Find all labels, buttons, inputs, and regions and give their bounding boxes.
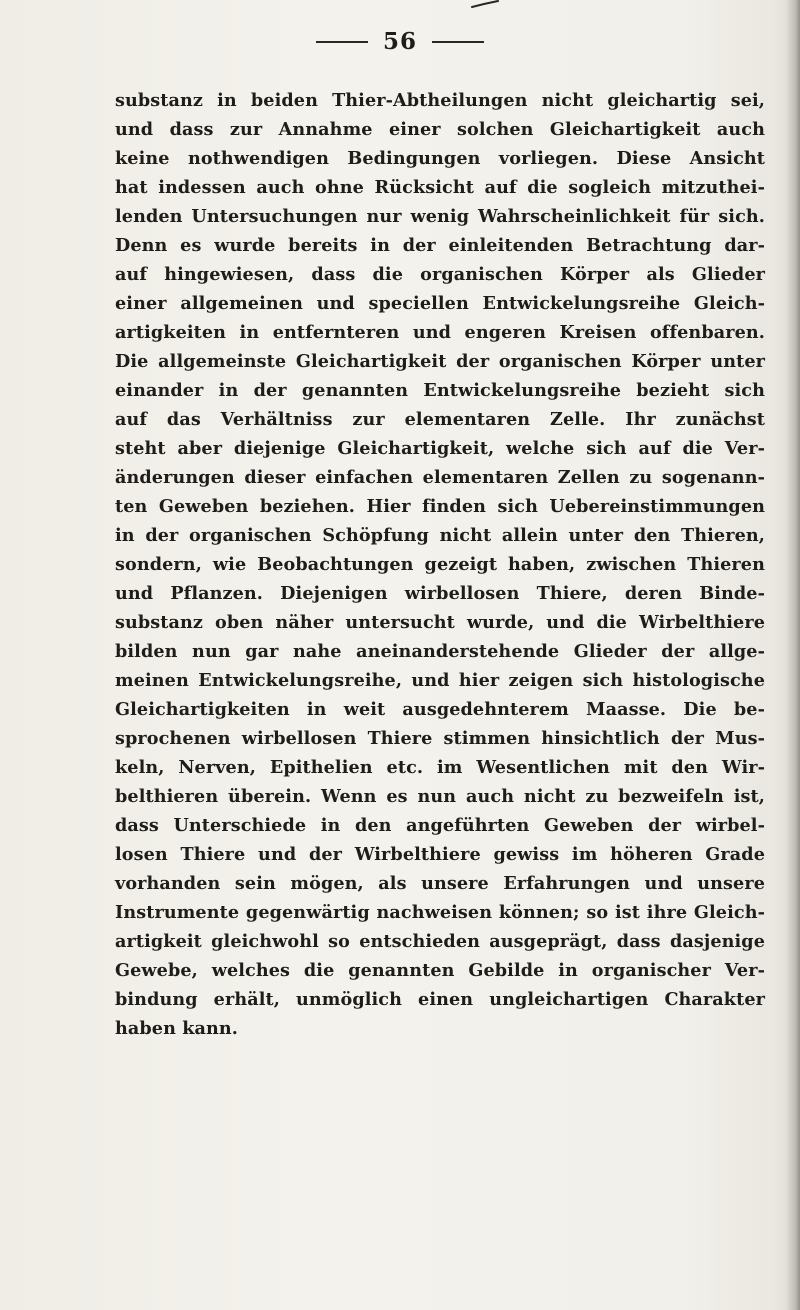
text-line: Die allgemeinste Gleichartigkeit der organischen Körper unter	[115, 351, 765, 372]
page-number: 56	[382, 28, 417, 55]
text-line: bilden nun gar nahe aneinanderstehende Glieder der allge-	[115, 641, 765, 662]
text-line: dass Unterschiede in den angeführten Geweben der wirbel-	[115, 815, 765, 836]
header-rule-left	[316, 41, 368, 43]
text-line: losen Thiere und der Wirbelthiere gewiss im höheren Grade	[115, 844, 765, 865]
body-text	[115, 86, 765, 1043]
ink-stroke-mark	[470, 0, 500, 8]
text-line: Gleichartigkeiten in weit ausgedehnterem Maasse. Die be-	[115, 699, 765, 720]
text-line: artigkeiten in entfernteren und engeren Kreisen offenbaren.	[115, 322, 765, 343]
text-line: substanz in beiden Thier-Abtheilungen nicht gleichartig sei,	[115, 90, 765, 111]
text-line: meinen Entwickelungsreihe, und hier zeigen sich histologische	[115, 670, 765, 691]
text-line: vorhanden sein mögen, als unsere Erfahrungen und unsere	[115, 873, 765, 894]
page-header	[0, 28, 800, 55]
text-line: Gewebe, welches die genannten Gebilde in organischer Ver-	[115, 960, 765, 981]
text-line: und dass zur Annahme einer solchen Gleichartigkeit auch	[115, 119, 765, 140]
header-rule-right	[432, 41, 484, 43]
text-line: auf das Verhältniss zur elementaren Zelle. Ihr zunächst	[115, 409, 765, 430]
text-line: keine nothwendigen Bedingungen vorliegen. Diese Ansicht	[115, 148, 765, 169]
text-line: und Pflanzen. Diejenigen wirbellosen Thiere, deren Binde-	[115, 583, 765, 604]
text-line-last: haben kann.	[115, 1018, 239, 1039]
text-line: einer allgemeinen und speciellen Entwickelungsreihe Gleich-	[115, 293, 765, 314]
text-line: keln, Nerven, Epithelien etc. im Wesentlichen mit den Wir-	[115, 757, 765, 778]
text-line: Instrumente gegenwärtig nachweisen können; so ist ihre Gleich-	[115, 902, 765, 923]
text-line: sondern, wie Beobachtungen gezeigt haben, zwischen Thieren	[115, 554, 765, 575]
text-line: Denn es wurde bereits in der einleitenden Betrachtung dar-	[115, 235, 765, 256]
text-line: einander in der genannten Entwickelungsreihe bezieht sich	[115, 380, 765, 401]
text-line: sprochenen wirbellosen Thiere stimmen hinsichtlich der Mus-	[115, 728, 765, 749]
text-line: belthieren überein. Wenn es nun auch nicht zu bezweifeln ist,	[115, 786, 765, 807]
text-line: lenden Untersuchungen nur wenig Wahrscheinlichkeit für sich.	[115, 206, 765, 227]
page-edge-shadow	[786, 0, 800, 1310]
text-line: auf hingewiesen, dass die organischen Körper als Glieder	[115, 264, 765, 285]
text-line: bindung erhält, unmöglich einen ungleichartigen Charakter	[115, 989, 765, 1010]
text-line: substanz oben näher untersucht wurde, und die Wirbelthiere	[115, 612, 765, 633]
text-line: steht aber diejenige Gleichartigkeit, welche sich auf die Ver-	[115, 438, 765, 459]
text-line: artigkeit gleichwohl so entschieden ausgeprägt, dass dasjenige	[115, 931, 765, 952]
text-line: in der organischen Schöpfung nicht allein unter den Thieren,	[115, 525, 765, 546]
text-line: änderungen dieser einfachen elementaren Zellen zu sogenann-	[115, 467, 765, 488]
text-line: hat indessen auch ohne Rücksicht auf die sogleich mitzuthei-	[115, 177, 765, 198]
text-line: ten Geweben beziehen. Hier finden sich Uebereinstimmungen	[115, 496, 765, 517]
